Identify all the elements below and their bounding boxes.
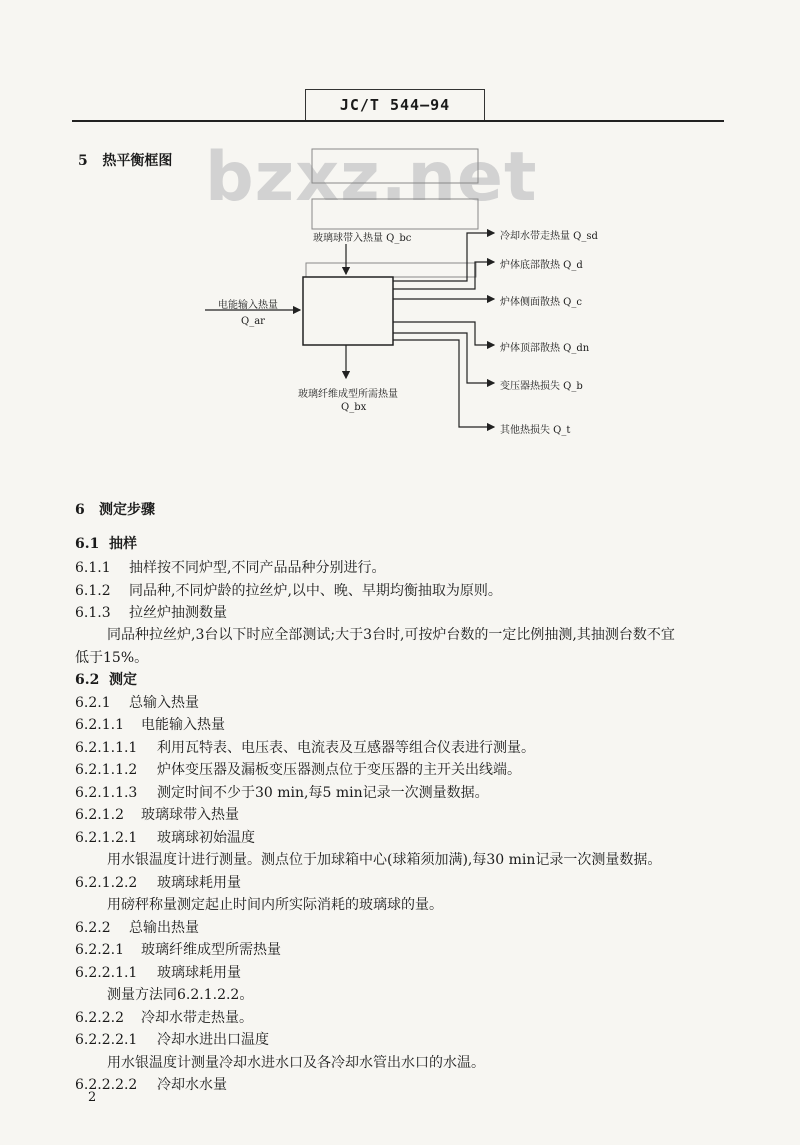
line-text: 冷却水水量 <box>157 1077 227 1093</box>
line-text: 抽样按不同炉型,不同产品品种分别进行。 <box>129 560 386 576</box>
line-text: 用磅秤称量测定起止时间内所实际消耗的玻璃球的量。 <box>107 897 443 913</box>
bottom-output-label-1: 玻璃纤维成型所需热量 <box>298 389 398 400</box>
line-number: 6.2.1.2.1 <box>75 830 138 846</box>
body-line <box>107 894 443 914</box>
line-number: 6.2.1 <box>75 695 111 711</box>
line-text: 冷却水进出口温度 <box>157 1032 269 1048</box>
body-line <box>75 647 148 667</box>
bottom-output-label-2: Q_bx <box>341 402 367 413</box>
frame-rect-2 <box>312 199 478 229</box>
line-number: 6 <box>75 502 85 518</box>
subsection-heading <box>75 669 137 689</box>
line-number: 6.2.1.1.3 <box>75 785 138 801</box>
line-text: 测定时间不少于30 min,每5 min记录一次测量数据。 <box>157 785 489 801</box>
line-number: 6.2 <box>75 672 100 688</box>
body-line <box>75 557 385 577</box>
section6-heading <box>75 499 155 519</box>
body-line <box>75 804 239 824</box>
body-line <box>75 602 227 622</box>
line-text: 玻璃球耗用量 <box>157 875 241 891</box>
line-number: 6.2.1.2 <box>75 807 124 823</box>
output-label-2: 炉体底部散热 Q_d <box>500 260 583 271</box>
page-number: 2 <box>88 1090 97 1105</box>
line-number: 6.2.2.2.1 <box>75 1032 138 1048</box>
body-line <box>75 580 502 600</box>
body-line <box>75 917 199 937</box>
line-text: 玻璃纤维成型所需热量 <box>141 942 281 958</box>
line-number: 6.2.2.1 <box>75 942 124 958</box>
body-line <box>75 759 521 779</box>
body-line <box>75 782 489 802</box>
section5-title: 热平衡框图 <box>102 153 173 169</box>
line-text: 低于15%。 <box>75 650 149 666</box>
body-line <box>107 1052 485 1072</box>
output-arrow-2 <box>393 262 494 289</box>
line-number: 6.2.2.1.1 <box>75 965 138 981</box>
line-text: 炉体变压器及漏板变压器测点位于变压器的主开关出线端。 <box>157 762 521 778</box>
line-number: 6.2.2.2 <box>75 1010 124 1026</box>
line-text: 用水银温度计进行测量。测点位于加球箱中心(球箱须加满),每30 min记录一次测量数据。 <box>107 852 662 868</box>
line-text: 同品种,不同炉龄的拉丝炉,以中、晚、早期均衡抽取为原则。 <box>129 583 502 599</box>
body-line <box>75 962 241 982</box>
output-label-3: 炉体侧面散热 Q_c <box>500 297 582 308</box>
body-line <box>75 714 225 734</box>
body-line <box>75 827 255 847</box>
line-text: 利用瓦特表、电压表、电流表及互感器等组合仪表进行测量。 <box>157 740 535 756</box>
subsection-heading <box>75 533 137 553</box>
line-text: 同品种拉丝炉,3台以下时应全部测试;大于3台时,可按炉台数的一定比例抽测,其抽测台数不宜 <box>107 627 675 643</box>
body-line <box>75 737 535 757</box>
line-number: 6.1.1 <box>75 560 111 576</box>
section5-number: 5 <box>78 153 88 169</box>
output-label-1: 冷却水带走热量 Q_sd <box>500 231 598 242</box>
output-label-4: 炉体顶部散热 Q_dn <box>500 343 590 354</box>
line-number: 6.2.1.1.1 <box>75 740 138 756</box>
body-line <box>107 849 661 869</box>
body-line <box>107 984 253 1004</box>
top-input-label: 玻璃球带入热量 Q_bc <box>313 233 412 244</box>
line-number: 6.1 <box>75 536 100 552</box>
frame-rect-3 <box>306 263 476 277</box>
frame-rect-1 <box>312 149 478 183</box>
line-text: 测定步骤 <box>99 502 155 518</box>
line-text: 总输出热量 <box>129 920 199 936</box>
line-number: 6.1.3 <box>75 605 111 621</box>
line-text: 抽样 <box>109 536 137 552</box>
output-label-6: 其他热损失 Q_t <box>500 425 571 436</box>
line-text: 冷却水带走热量。 <box>141 1010 253 1026</box>
body-line <box>75 872 241 892</box>
line-text: 用水银温度计测量冷却水进水口及各冷却水管出水口的水温。 <box>107 1055 485 1071</box>
line-text: 玻璃球带入热量 <box>141 807 239 823</box>
body-line <box>75 1007 253 1027</box>
line-text: 玻璃球初始温度 <box>157 830 255 846</box>
standard-code: JC/T 544—94 <box>305 89 485 121</box>
body-line <box>75 939 281 959</box>
body-line <box>75 692 199 712</box>
line-text: 总输入热量 <box>129 695 199 711</box>
line-text: 测定 <box>109 672 137 688</box>
line-number: 6.2.2.2.2 <box>75 1077 138 1093</box>
output-label-5: 变压器热损失 Q_b <box>500 381 583 392</box>
watermark: bzxz.net <box>205 138 538 217</box>
line-number: 6.2.1.1 <box>75 717 124 733</box>
body-line <box>107 624 675 644</box>
line-number: 6.2.1.1.2 <box>75 762 138 778</box>
line-text: 玻璃球耗用量 <box>157 965 241 981</box>
line-text: 测量方法同6.2.1.2.2。 <box>107 987 254 1003</box>
body-line <box>75 1029 269 1049</box>
line-text: 拉丝炉抽测数量 <box>129 605 227 621</box>
line-text: 电能输入热量 <box>141 717 225 733</box>
line-number: 6.1.2 <box>75 583 111 599</box>
line-number: 6.2.2 <box>75 920 111 936</box>
left-input-label-1: 电能输入热量 <box>218 300 278 311</box>
left-input-label-2: Q_ar <box>241 316 265 327</box>
body-line <box>75 1074 227 1094</box>
line-number: 6.2.1.2.2 <box>75 875 138 891</box>
furnace-box <box>303 277 393 345</box>
